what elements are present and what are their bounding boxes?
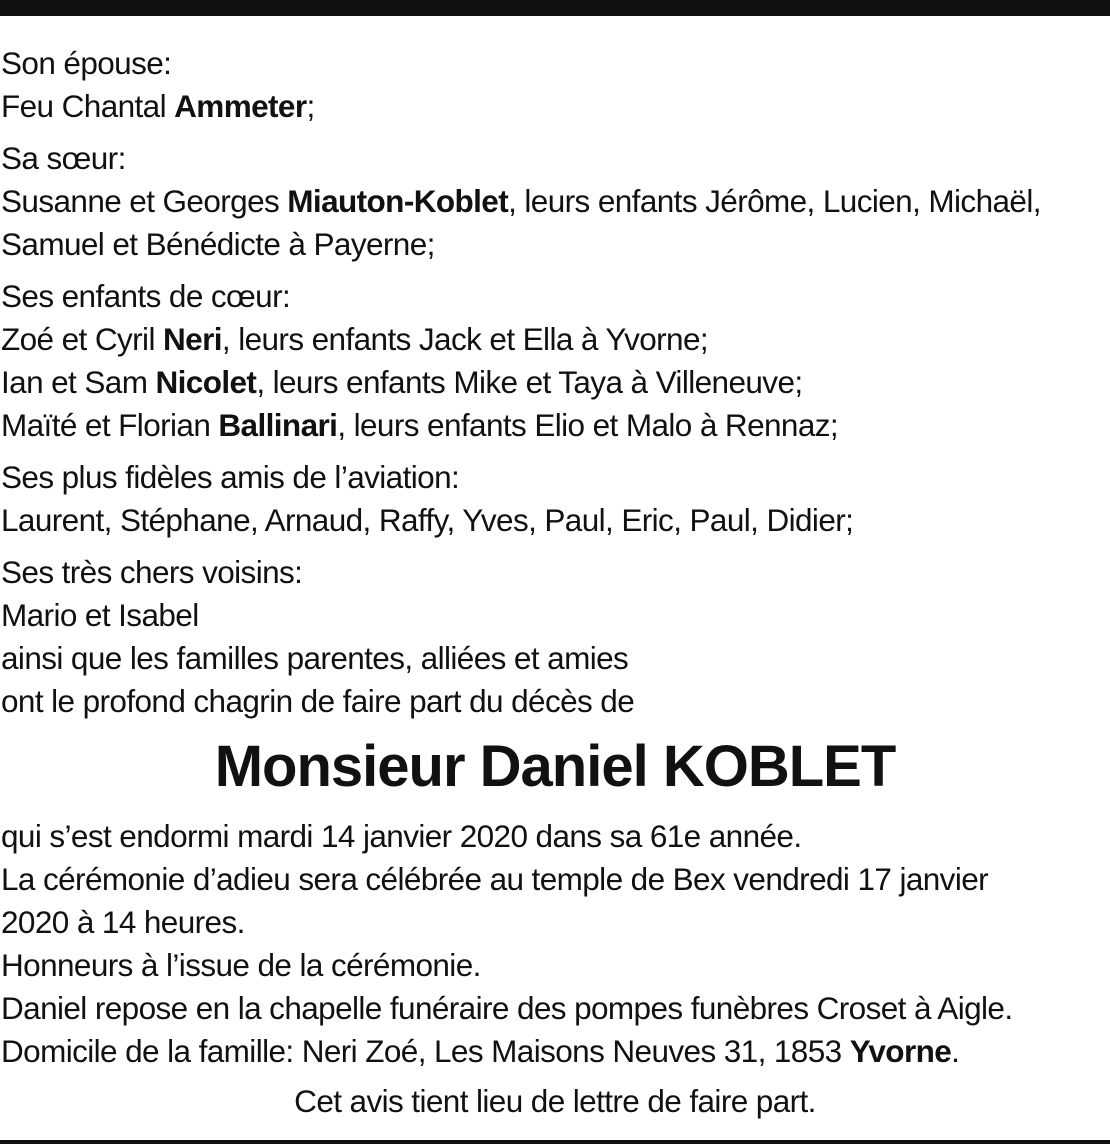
- domicile-prefix: Domicile de la famille: Neri Zoé, Les Maisons Neuves 31, 1853: [1, 1033, 850, 1069]
- spouse-heading: Son épouse:: [1, 45, 172, 81]
- spouse-surname: Ammeter: [174, 88, 307, 124]
- spouse-entry: [1, 85, 1109, 128]
- sister-surname: Miauton-Koblet: [287, 183, 509, 219]
- neighbors-section: [1, 551, 1109, 723]
- family-suffix: , leurs enfants Mike et Taya à Villeneuve;: [256, 364, 803, 400]
- friends-names: Laurent, Stéphane, Arnaud, Raffy, Yves, Paul, Eric, Paul, Didier;: [1, 502, 854, 538]
- sister-section: [1, 137, 1109, 266]
- honors-line: Honneurs à l’issue de la cérémonie.: [1, 947, 481, 983]
- ceremony-line: La cérémonie d’adieu sera célébrée au temple de Bex vendredi 17 janvier: [1, 861, 989, 897]
- children-family-ballinari: [1, 404, 1109, 447]
- extended-families-line: ainsi que les familles parentes, alliées et amies: [1, 640, 629, 676]
- sister-suffix: , leurs enfants Jérôme, Lucien, Michaël,: [508, 183, 1041, 219]
- closing-note: Cet avis tient lieu de lettre de faire part.: [294, 1083, 816, 1119]
- children-section: [1, 275, 1109, 447]
- friends-section: [1, 456, 1109, 542]
- announcement-line: ont le profond chagrin de faire part du décès de: [1, 683, 635, 719]
- family-prefix: Zoé et Cyril: [1, 321, 163, 357]
- spouse-prefix: Feu Chantal: [1, 88, 175, 124]
- children-family-nicolet: [1, 361, 1109, 404]
- friends-heading: Ses plus fidèles amis de l’aviation:: [1, 459, 460, 495]
- spouse-section: [1, 42, 1109, 128]
- family-prefix: Ian et Sam: [1, 364, 156, 400]
- domicile-line: [1, 1030, 1109, 1073]
- deceased-name: Monsieur Daniel KOBLET: [214, 734, 896, 799]
- top-rule: [0, 0, 1110, 16]
- domicile-suffix: .: [951, 1033, 960, 1069]
- family-suffix: , leurs enfants Elio et Malo à Rennaz;: [337, 407, 839, 443]
- death-line: qui s’est endormi mardi 14 janvier 2020 dans sa 61e année.: [1, 818, 802, 854]
- sister-prefix: Susanne et Georges: [1, 183, 288, 219]
- family-surname: Nicolet: [155, 364, 257, 400]
- sister-entry-continued: Samuel et Bénédicte à Payerne;: [1, 226, 435, 262]
- chapel-line: Daniel repose en la chapelle funéraire des pompes funèbres Croset à Aigle.: [1, 990, 1013, 1026]
- bottom-rule: [0, 1140, 1110, 1144]
- funeral-details: [1, 815, 1109, 1073]
- neighbors-heading: Ses très chers voisins:: [1, 554, 303, 590]
- family-suffix: , leurs enfants Jack et Ella à Yvorne;: [221, 321, 709, 357]
- family-prefix: Maïté et Florian: [1, 407, 219, 443]
- ceremony-line-continued: 2020 à 14 heures.: [1, 904, 245, 940]
- domicile-town: Yvorne: [849, 1033, 952, 1069]
- neighbors-names: Mario et Isabel: [1, 597, 199, 633]
- family-surname: Neri: [163, 321, 222, 357]
- spouse-suffix: ;: [306, 88, 315, 124]
- children-family-neri: [1, 318, 1109, 361]
- family-surname: Ballinari: [218, 407, 338, 443]
- sister-heading: Sa sœur:: [1, 140, 126, 176]
- family-list: [1, 42, 1109, 723]
- sister-entry: [1, 180, 1109, 223]
- children-heading: Ses enfants de cœur:: [1, 278, 291, 314]
